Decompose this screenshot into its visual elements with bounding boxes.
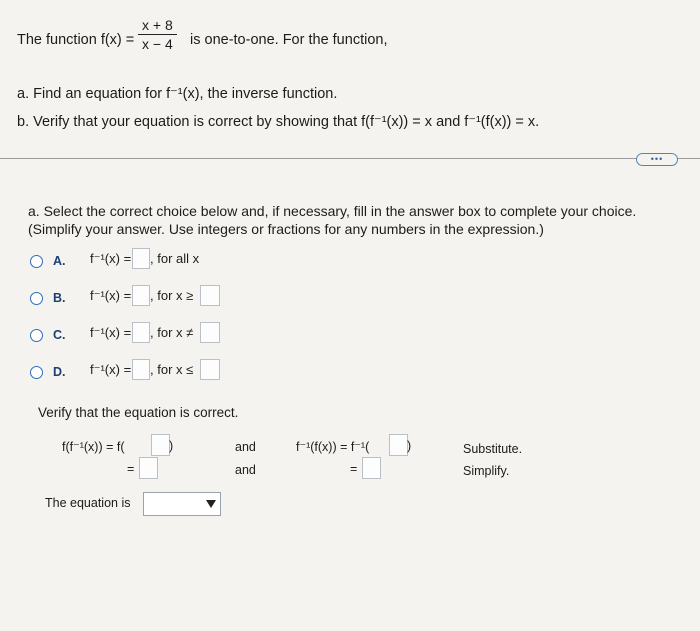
- more-button[interactable]: •••: [636, 153, 678, 166]
- option-a-condition: , for all x: [150, 251, 200, 266]
- option-a-lhs: f⁻¹(x) =: [90, 251, 132, 266]
- verify-right-equals: =: [350, 462, 358, 476]
- and-label-2: and: [235, 463, 256, 477]
- verify-left-expression: f(f⁻¹(x)) = f(: [62, 440, 125, 454]
- option-b-answer-box[interactable]: [132, 285, 150, 306]
- verify-left-simplify-box[interactable]: [139, 457, 158, 479]
- verify-right-substitute-box[interactable]: [389, 434, 408, 456]
- option-a-letter: A.: [53, 254, 66, 268]
- option-d-letter: D.: [53, 365, 66, 379]
- option-b-letter: B.: [53, 291, 66, 305]
- option-b-bound-box[interactable]: [200, 285, 220, 306]
- option-d-answer-box[interactable]: [132, 359, 150, 380]
- verify-title: Verify that the equation is correct.: [38, 405, 239, 420]
- section-divider: [0, 158, 700, 159]
- fraction-denominator: x − 4: [142, 36, 173, 52]
- part-a-text: a. Find an equation for f⁻¹(x), the inverse function.: [17, 86, 338, 102]
- step-substitute-label: Substitute.: [463, 442, 523, 456]
- option-c-letter: C.: [53, 328, 66, 342]
- option-d-condition: , for x ≤: [150, 362, 194, 377]
- option-a-radio[interactable]: [30, 255, 43, 268]
- instruction-line-2: (Simplify your answer. Use integers or fractions for any numbers in the expression.): [28, 221, 544, 237]
- and-label-1: and: [235, 440, 256, 454]
- part-b-text: b. Verify that your equation is correct by showing that f(f⁻¹(x)) = x and f⁻¹(f(x)) = x.: [17, 114, 540, 130]
- intro-suffix: is one-to-one. For the function,: [190, 32, 388, 48]
- verify-left-equals: =: [127, 462, 135, 476]
- verify-right-simplify-box[interactable]: [362, 457, 381, 479]
- option-d-radio[interactable]: [30, 366, 43, 379]
- option-c-bound-box[interactable]: [200, 322, 220, 343]
- option-b-condition: , for x ≥: [150, 288, 194, 303]
- chevron-down-icon: [206, 500, 216, 508]
- option-c-lhs: f⁻¹(x) =: [90, 325, 132, 340]
- option-b-lhs: f⁻¹(x) =: [90, 288, 132, 303]
- step-simplify-label: Simplify.: [463, 464, 510, 478]
- option-d-lhs: f⁻¹(x) =: [90, 362, 132, 377]
- conclusion-dropdown[interactable]: [143, 492, 221, 516]
- conclusion-label: The equation is: [45, 496, 131, 510]
- verify-right-expression: f⁻¹(f(x)) = f⁻¹(: [296, 440, 370, 454]
- fraction-numerator: x + 8: [142, 17, 173, 33]
- option-c-radio[interactable]: [30, 329, 43, 342]
- verify-right-close-paren: ): [407, 439, 412, 453]
- verify-left-close-paren: ): [169, 439, 174, 453]
- option-b-radio[interactable]: [30, 292, 43, 305]
- option-d-bound-box[interactable]: [200, 359, 220, 380]
- option-a-answer-box[interactable]: [132, 248, 150, 269]
- option-c-condition: , for x ≠: [150, 325, 194, 340]
- verify-left-substitute-box[interactable]: [151, 434, 170, 456]
- fraction-bar: [138, 34, 177, 35]
- intro-prefix: The function f(x) =: [17, 32, 135, 48]
- function-fraction: [138, 17, 177, 52]
- option-c-answer-box[interactable]: [132, 322, 150, 343]
- instruction-line-1: a. Select the correct choice below and, if necessary, fill in the answer box to complete your choice.: [28, 203, 637, 219]
